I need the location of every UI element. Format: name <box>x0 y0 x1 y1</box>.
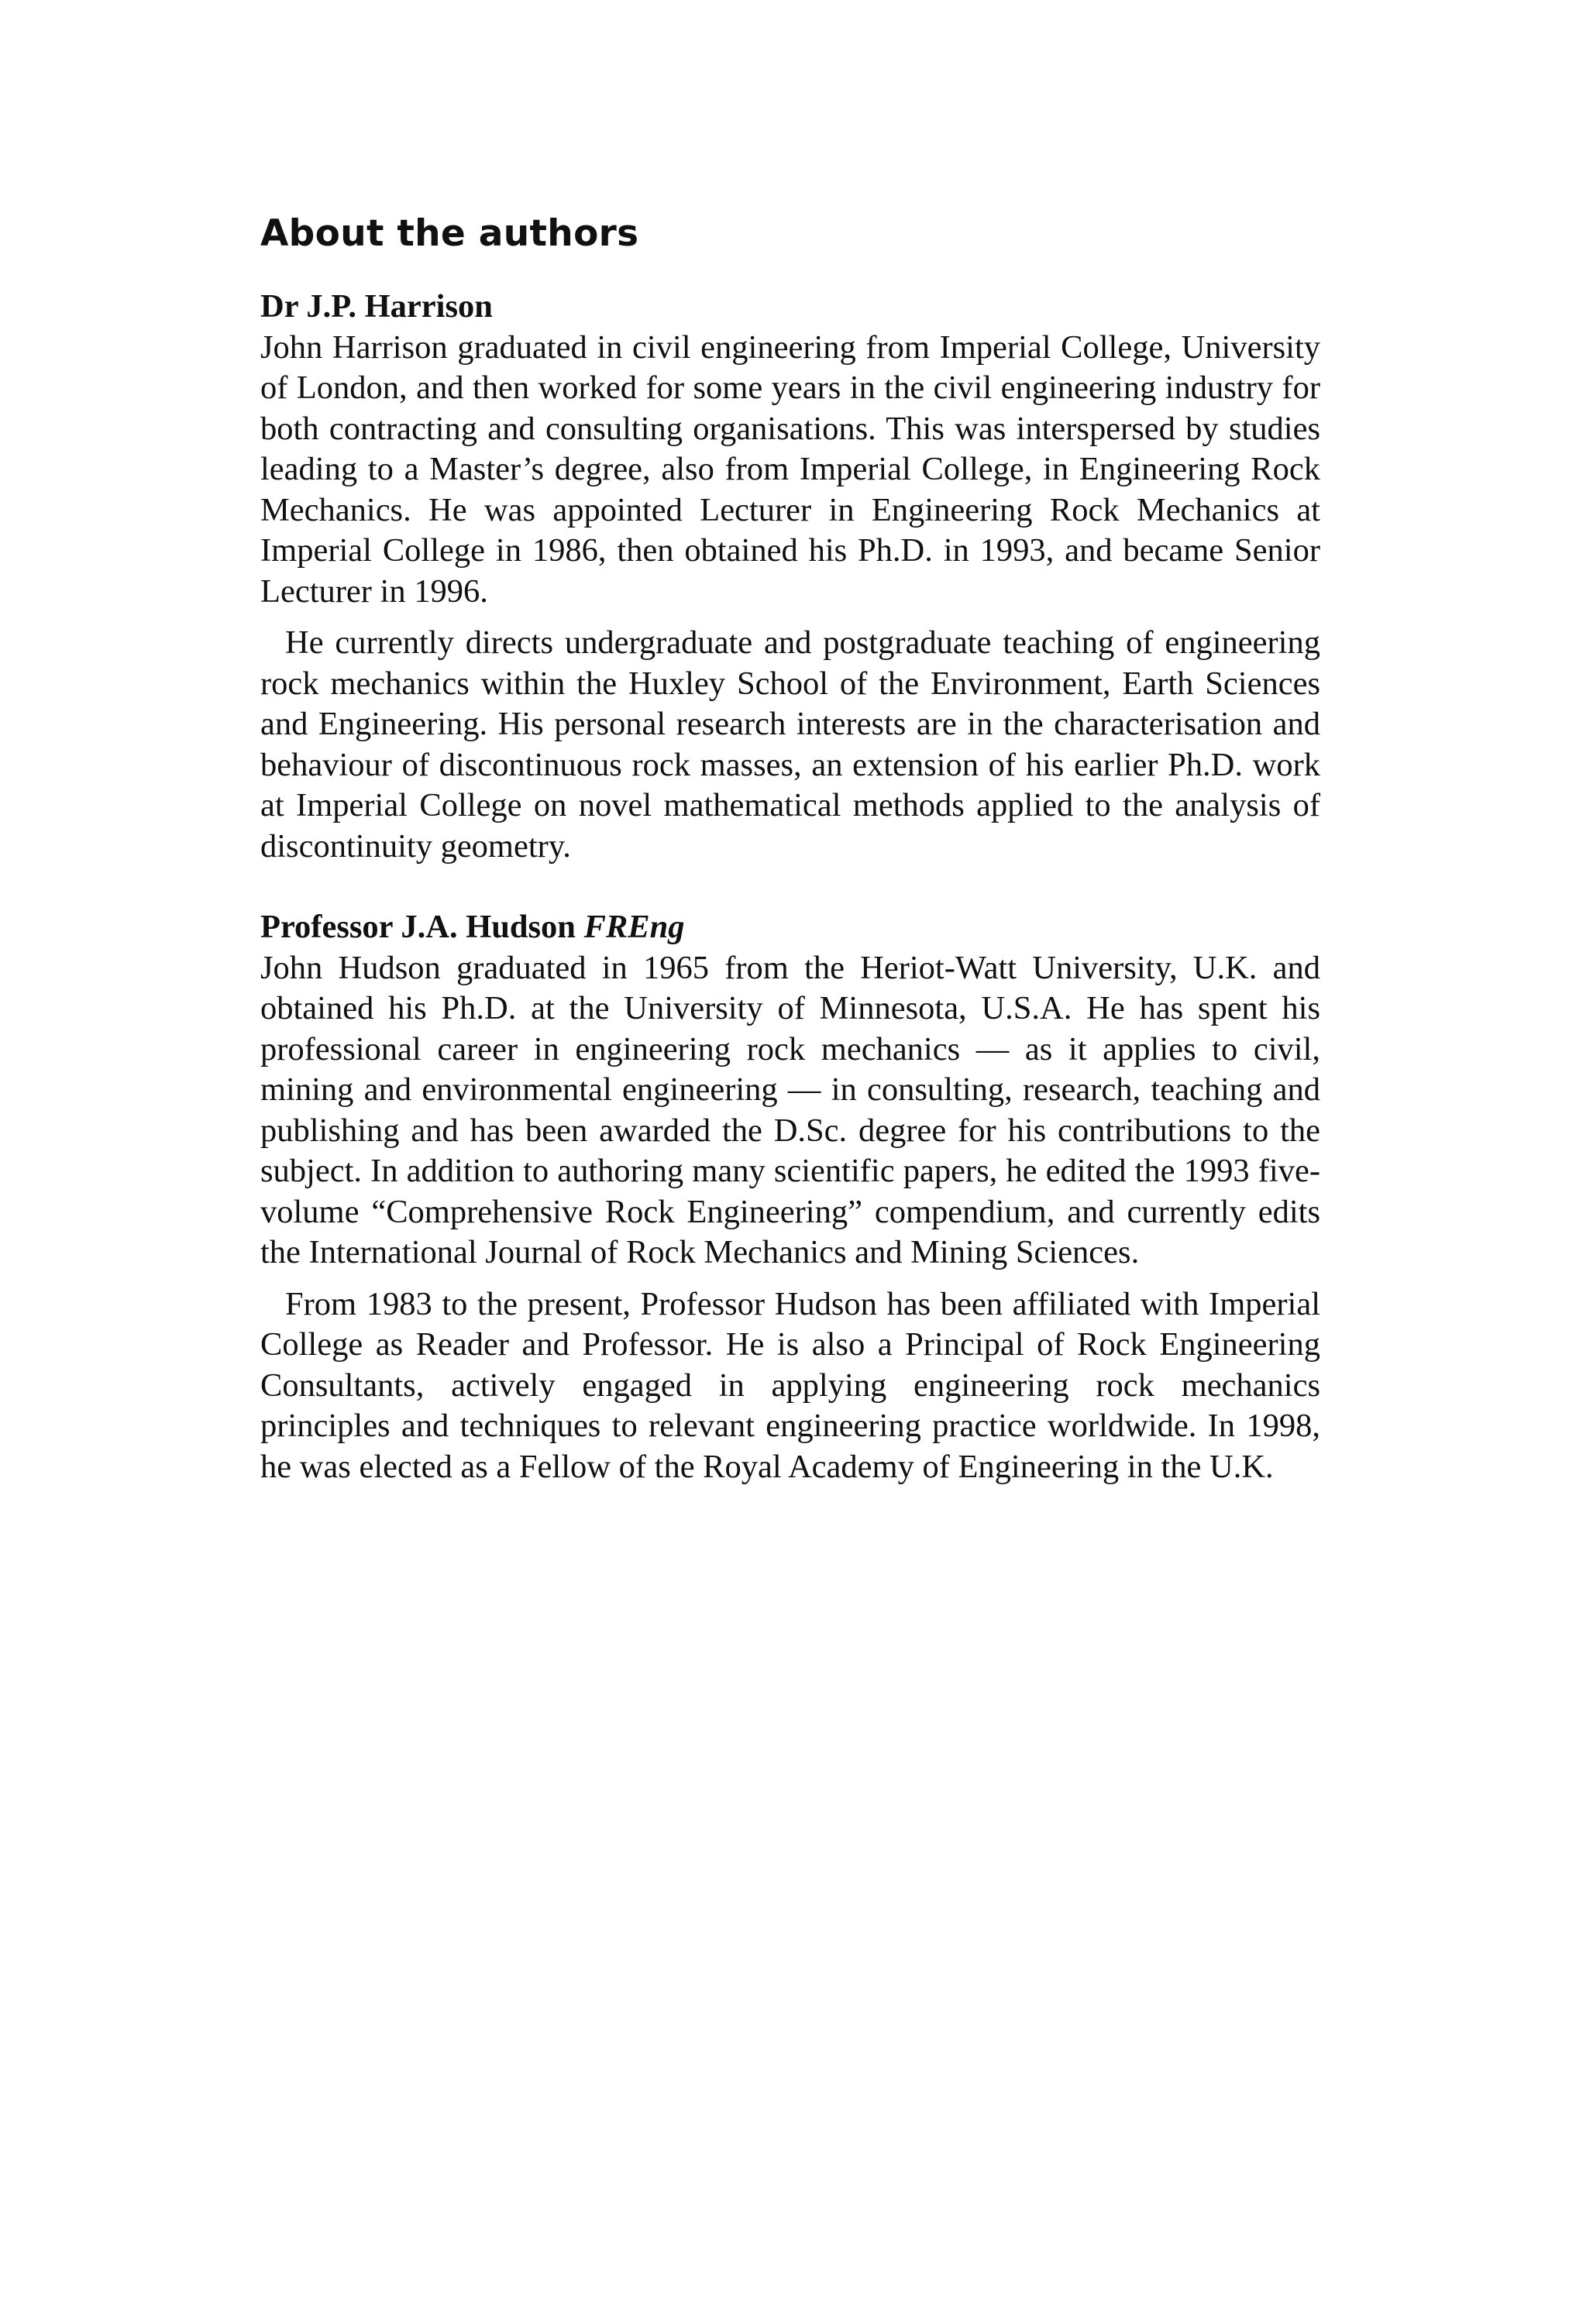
page-heading: About the authors <box>260 212 639 255</box>
page <box>260 209 1320 1487</box>
author-bio-paragraph: John Harrison graduated in civil engineering from Imperial College, University of London, and then worked for some years in the civil engineering industry for both contracting and consulting organisations. This was interspersed by studies leading to a Master’s degree, also from Imperial College, in Engineering Rock Mechanics. He was appointed Lecturer in Engineering Rock Mechanics at Imperial College in 1986, then obtained his Ph.D. in 1993, and became Senior Lecturer in 1996. <box>260 328 1320 610</box>
author-name <box>260 287 1320 328</box>
author-bio-paragraph: From 1983 to the present, Professor Hudson has been affiliated with Imperial College as Reader and Professor. He is also a Principal of Rock Engineering Consultants, actively engaged in applying engineering rock mechanics principles and techniques to relevant engineering practice worldwide. In 1998, he was elected as a Fellow of the Royal Academy of Engineering in the U.K. <box>260 1285 1320 1485</box>
author-bio-paragraph: He currently directs undergraduate and postgraduate teaching of engineering rock mechanics within the Huxley School of the Environment, Earth Sciences and Engineering. His personal research interests are in the characterisation and behaviour of discontinuous rock masses, an extension of his earlier Ph.D. work at Imperial College on novel mathematical methods applied to the analysis of discontinuity geometry. <box>260 624 1320 865</box>
author-name-text: Professor J.A. Hudson <box>260 909 576 945</box>
author-bio-paragraph: John Hudson graduated in 1965 from the Heriot-Watt University, U.K. and obtained his Ph.D. at the University of Minnesota, U.S.A. He has spent his professional career in engineering rock mechanics — as it applies to civil, mining and environmental engineering — in consulting, research, teaching and publishing and has been awarded the D.Sc. degree for his contributions to the subject. In addition to authoring many scientific papers, he edited the 1993 five-volume “Comprehensive Rock Engineering” compendium, and currently edits the International Journal of Rock Mechanics and Mining Sciences. <box>260 949 1320 1270</box>
author-section-hudson <box>260 907 1320 1487</box>
author-section-harrison <box>260 287 1320 867</box>
author-honorific: FREng <box>583 909 685 945</box>
author-name <box>260 907 1320 948</box>
author-name-text: Dr J.P. Harrison <box>260 288 493 325</box>
